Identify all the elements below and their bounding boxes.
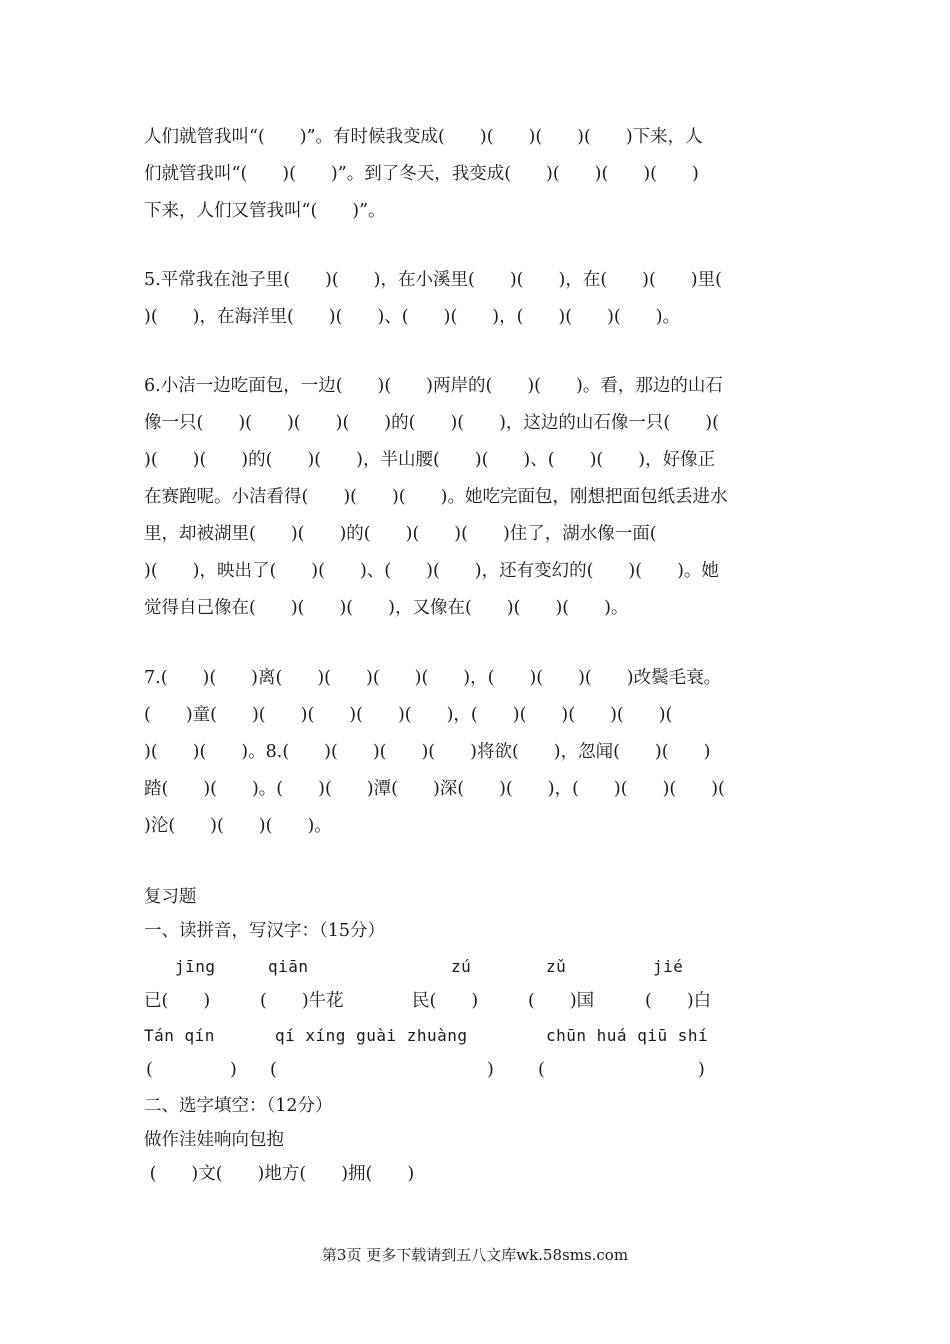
char-blank: ( )国: [528, 991, 595, 1011]
text-line: )沦( )( )( )。: [144, 816, 332, 836]
text-line: 踏( )( )。( )( )潭( )深( )( )，( )( )( )(: [144, 779, 725, 799]
text-line: )( )( )。8.( )( )( )( )将欲( )，忽闻( )( ): [144, 742, 711, 762]
text-line: )( )( )的( )( )，半山腰( )( )、( )( )，好像正: [144, 450, 716, 470]
text-line: )( )，映出了( )( )、( )( )，还有变幻的( )( )。她: [144, 561, 719, 581]
blank-bracket: ): [487, 1060, 494, 1080]
blank-bracket: (: [270, 1060, 277, 1080]
pinyin-label: jīng: [175, 957, 216, 976]
text-line: 5.平常我在池子里( )( )，在小溪里( )( )，在( )( )里(: [144, 270, 722, 290]
pinyin-label: zú: [451, 957, 472, 976]
question-6: [144, 368, 824, 627]
text-line: ( )童( )( )( )( )( )，( )( )( )( )(: [144, 705, 673, 725]
pinyin-label: chūn huá qiū shí: [546, 1026, 709, 1045]
part2-section: [144, 1089, 824, 1191]
question-5: [144, 262, 824, 336]
text-line: 在赛跑呢。小洁看得( )( )( )。她吃完面包，刚想把面包纸丢进水: [144, 487, 728, 507]
char-blank: 民( ): [412, 991, 479, 1011]
text-line: 觉得自己像在( )( )( )，又像在( )( )( )。: [144, 598, 629, 618]
text-line: 人们就管我叫“( )”。有时候我变成( )( )( )( )下来，人: [144, 127, 703, 147]
text-line: 下来，人们又管我叫“( )”。: [144, 201, 386, 221]
pinyin-label: qí xíng guài zhuàng: [275, 1026, 468, 1045]
text-line: 6.小洁一边吃面包，一边( )( )两岸的( )( )。看，那边的山石: [144, 376, 723, 396]
blank-bracket: ): [230, 1060, 237, 1080]
blank-bracket: (: [146, 1060, 153, 1080]
review-section: [144, 880, 824, 948]
review-title: 复习题: [144, 887, 197, 907]
pinyin-label: zǔ: [546, 957, 567, 976]
part2-title: 二、选字填空：（12分）: [144, 1096, 333, 1116]
text-line: )( )，在海洋里( )( )、( )( )，( )( )( )。: [144, 307, 681, 327]
blank-bracket: ): [698, 1060, 705, 1080]
question-7-8: [144, 660, 824, 845]
text-line: 7.( )( )离( )( )( )( )，( )( )( )改鬓毛衰。: [144, 668, 722, 688]
page-footer: 第3页 更多下载请到五八文库wk.58sms.com: [321, 1246, 629, 1264]
pinyin-label: Tán qín: [144, 1026, 215, 1045]
pinyin-label: qiān: [268, 957, 309, 976]
text-line: 里，却被湖里( )( )的( )( )( )住了，湖水像一面(: [144, 524, 657, 544]
char-blank: ( )白: [645, 991, 712, 1011]
part2-line: ( )文( )地方( )拥( ): [144, 1164, 415, 1184]
part2-chars: 做作洼娃响向包抱: [144, 1130, 284, 1150]
char-blank: 已( ): [144, 991, 211, 1011]
text-line: 们就管我叫“( )( )”。到了冬天，我变成( )( )( )( ): [144, 164, 699, 184]
char-blank: ( )牛花: [260, 991, 344, 1011]
text-line: 像一只( )( )( )( )的( )( )，这边的山石像一只( )(: [144, 413, 719, 433]
passage-top: [144, 119, 824, 230]
pinyin-label: jié: [653, 957, 684, 976]
blank-bracket: (: [538, 1060, 545, 1080]
part1-title: 一、读拼音，写汉字：（15分）: [144, 921, 386, 941]
